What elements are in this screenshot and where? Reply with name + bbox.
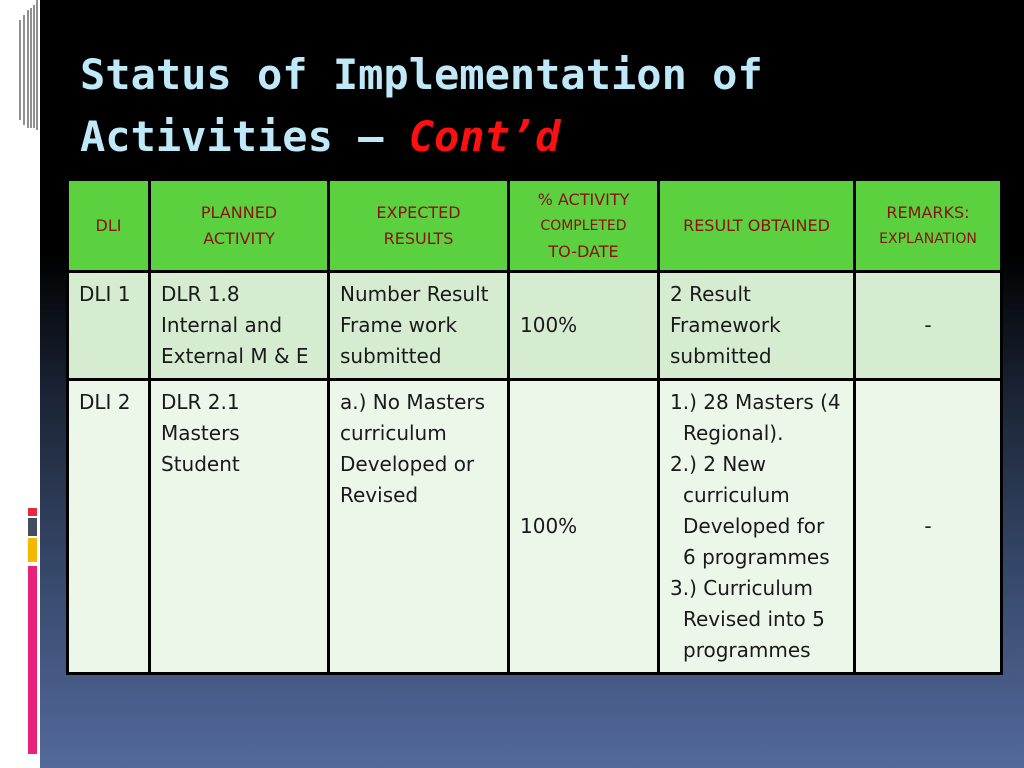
header-remarks: REMARKS: EXPLANATION — [855, 180, 1002, 272]
title-contd: Cont’d — [408, 112, 561, 161]
header-expected-results: EXPECTED RESULTS — [329, 180, 509, 272]
cell-percent-completed: 100% — [509, 272, 659, 380]
cell-remarks: - — [855, 272, 1002, 380]
cell-result-obtained: 2 Result Framework submitted — [659, 272, 855, 380]
table-header-row — [68, 180, 1002, 272]
title-line-1: Status of Implementation of — [80, 50, 763, 99]
cell-expected-results: Number Result Frame work submitted — [329, 272, 509, 380]
header-planned-activity: PLANNED ACTIVITY — [150, 180, 329, 272]
cell-dli: DLI 1 — [68, 272, 150, 380]
cell-expected-results: a.) No Masters curriculum Developed or Revised — [329, 380, 509, 674]
status-table — [66, 178, 1003, 675]
cell-planned-activity: DLR 1.8 Internal and External M & E — [150, 272, 329, 380]
decorative-lines — [0, 0, 40, 130]
accent-bar-yellow — [28, 538, 37, 562]
table-row — [68, 380, 1002, 674]
table-row — [68, 272, 1002, 380]
accent-bar-gray — [28, 518, 37, 536]
cell-result-obtained: 1.) 28 Masters (4 Regional). 2.) 2 New curriculum Developed for 6 programmes 3.) Curriculum Revised into 5 programmes — [659, 380, 855, 674]
header-percent-completed: % ACTIVITY COMPLETED TO-DATE — [509, 180, 659, 272]
cell-percent-completed: 100% — [509, 380, 659, 674]
cell-planned-activity: DLR 2.1 Masters Student — [150, 380, 329, 674]
title-line-2: Activities – — [80, 112, 384, 161]
cell-remarks: - — [855, 380, 1002, 674]
accent-bar-magenta — [28, 566, 37, 754]
cell-dli: DLI 2 — [68, 380, 150, 674]
accent-bar-red — [28, 508, 37, 516]
header-dli: DLI — [68, 180, 150, 272]
slide-title — [80, 44, 980, 168]
header-result-obtained: RESULT OBTAINED — [659, 180, 855, 272]
